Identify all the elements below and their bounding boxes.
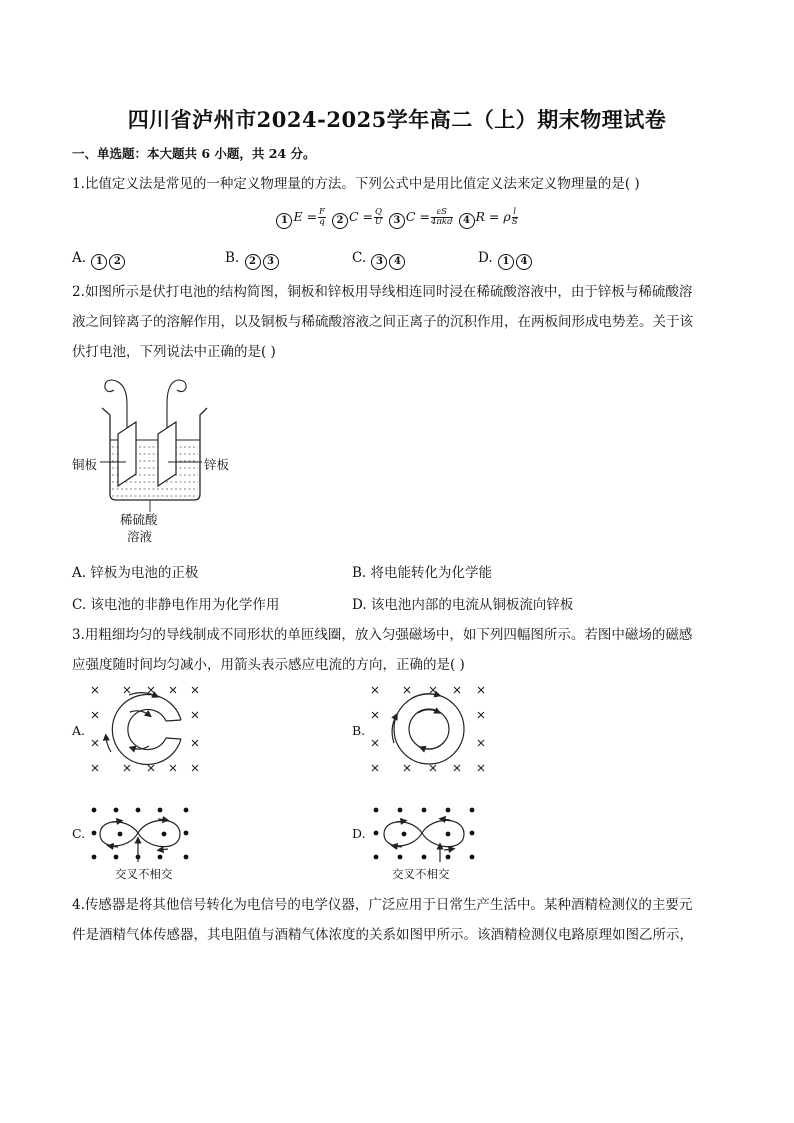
zinc-plate [158,422,176,486]
copper-plate-label: 铜板 [72,457,98,472]
q2-option-c: C. 该电池的非静电作用为化学作用 [72,597,280,613]
figure-eight-coil [100,819,180,862]
q2-line-3: 伏打电池，下列说法中正确的是( ) [72,344,276,360]
section-heading: 一、单选题：本大题共 6 小题，共 24 分。 [72,146,316,161]
circled-number: 1 [276,213,292,229]
fraction-denominator: U [374,217,383,227]
q1-option-a [72,250,126,270]
figure-a-split-coil [84,682,208,778]
page-title: 四川省泸州市2024-2025学年高二（上）期末物理试卷 [127,107,667,132]
magnetic-field-dot-marks [92,808,189,860]
fraction-numerator: l [513,207,516,217]
q3-line-2: 应强度随时间均匀减小，用箭头表示感应电流的方向，正确的是( ) [72,657,465,673]
q2-line-1: 2.如图所示是伏打电池的结构简图，铜板和锌板用导线相连同时浸在稀硫酸溶液中，由于锌板与稀硫酸溶 [72,284,693,300]
fraction-numerator: F [319,207,325,217]
circled-number: 4 [516,254,532,270]
magnetic-field-cross-marks [372,687,484,771]
circled-number: 3 [263,254,279,270]
fraction [431,208,453,227]
option-letter: A. [72,250,87,266]
fraction-numerator: εS [431,208,453,218]
q2-option-d: D. 该电池内部的电流从铜板流向锌板 [352,597,574,613]
q3-label-b: B. [352,723,366,738]
q3-caption-d: 交叉不相交 [392,867,450,881]
fraction-denominator: 4πkd [430,217,453,227]
circled-number: 3 [389,213,405,229]
q4-line-1: 4.传感器是将其他信号转化为电信号的电学仪器，广泛应用于日常生产生活中。某种酒精检测仪的主要元 [72,897,693,913]
formula-lhs: C = [348,209,373,224]
formula-lhs: C = [405,209,430,224]
acid-label-line-2: 溶液 [127,529,153,544]
circled-number: 1 [91,254,107,270]
circled-number: 2 [109,254,125,270]
fraction [374,208,383,227]
circled-number: 1 [498,254,514,270]
q2-option-a: A. 锌板为电池的正极 [72,565,199,581]
fraction [512,208,518,227]
fraction-denominator: q [319,217,325,227]
formula-lhs: R = ρ [475,209,511,224]
q3-line-1: 3.用粗细均匀的导线制成不同形状的单匝线圈，放入匀强磁场中，如下列四幅图所示。若图中磁场的磁感 [72,627,693,643]
circled-number: 4 [389,254,405,270]
fraction [318,208,326,227]
option-letter: D. [478,250,493,266]
figure-b-ring-coil [364,682,494,778]
q2-line-2: 液之间锌离子的溶解作用，以及铜板与稀硫酸溶液之间正离子的沉积作用，在两板间形成电势差。关于该 [72,314,693,330]
circled-number: 2 [245,254,261,270]
formula-lhs: E = [293,209,318,224]
q1-option-d [478,250,533,270]
option-letter: C. [352,250,367,266]
option-letter: B. [225,250,240,266]
magnetic-field-dot-marks [374,808,475,860]
fraction-denominator: S [511,217,518,227]
q1-option-c [352,250,406,270]
magnetic-field-cross-marks [92,687,198,771]
acid-label-line-1: 稀硫酸 [120,512,158,527]
ring-coil [392,694,464,764]
q1-option-b [225,250,280,270]
split-coil [106,693,181,765]
circled-number: 2 [332,213,348,229]
q3-label-c: C. [72,826,86,841]
circled-number: 4 [459,213,475,229]
circled-number: 3 [371,254,387,270]
q3-caption-c: 交叉不相交 [115,867,173,881]
copper-plate [118,422,136,486]
zinc-plate-label: 锌板 [204,457,230,472]
q1-stem: 1.比值定义法是常见的一种定义物理量的方法。下列公式中是用比值定义法来定义物理量的是( ) [72,176,640,192]
q2-option-b: B. 将电能转化为化学能 [352,565,493,581]
q1-formula [0,208,794,229]
fraction-numerator: Q [374,207,382,217]
q3-label-a: A. [72,723,86,738]
q4-line-2: 件是酒精气体传感器，其电阻值与酒精气体浓度的关系如图甲所示。该酒精检测仪电路原理如图乙所示， [72,927,693,943]
q3-label-d: D. [352,826,366,841]
